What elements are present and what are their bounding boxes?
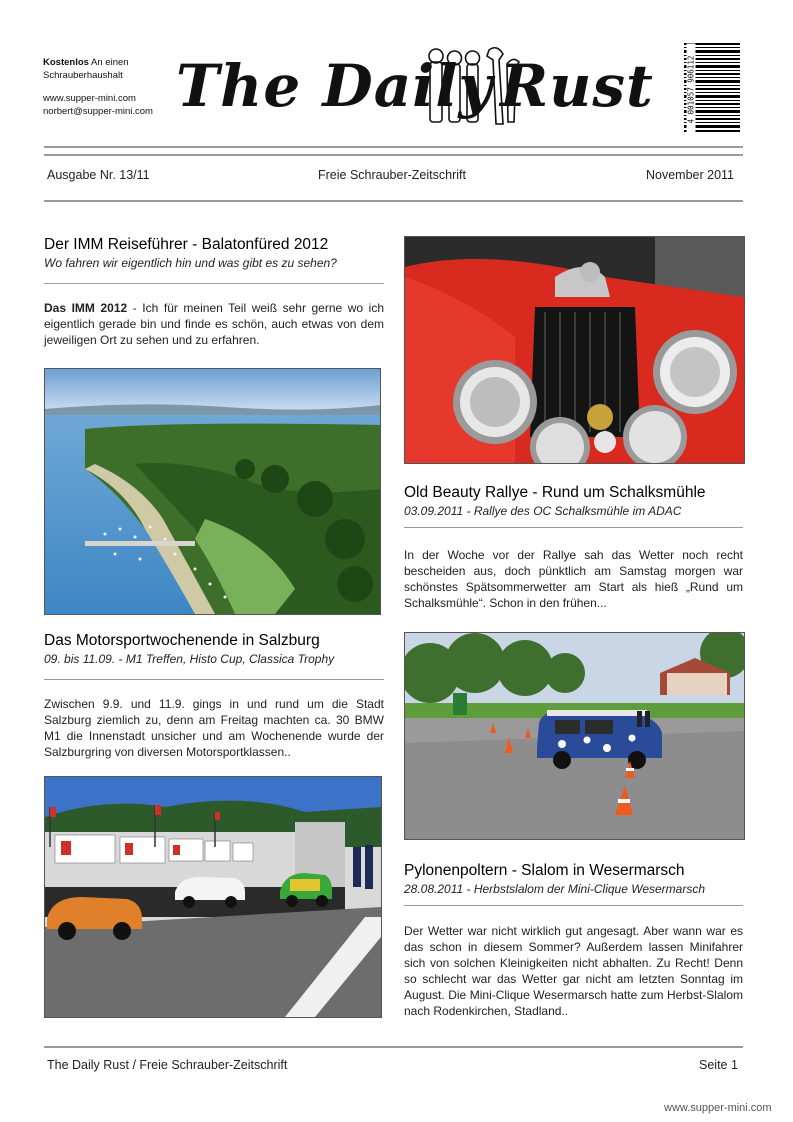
masthead-free-line2: Schrauberhaushalt <box>43 70 123 81</box>
masthead-rule-1 <box>44 146 743 148</box>
article-subline: 09. bis 11.09. - M1 Treffen, Histo Cup, Classica Trophy <box>44 652 335 666</box>
article-headline[interactable]: Der IMM Reiseführer - Balatonfüred 2012 <box>44 236 329 253</box>
article-headline[interactable]: Das Motorsportwochenende in Salzburg <box>44 632 320 649</box>
article-lead: Das IMM 2012 <box>44 301 128 315</box>
article-body: Zwischen 9.9. und 11.9. gings in und rund um die Stadt Salzburg ziemlich zu, denn am Freitag machten ca. 30 BMW M1 die Innenstadt unsicher und am Wochenende wurde der Salzburgring von diversen Motorsportklassen.. <box>44 697 384 759</box>
masthead-free-rest: An einen <box>88 57 129 68</box>
article-headline[interactable]: Old Beauty Rallye - Rund um Schalksmühle <box>404 484 706 501</box>
masthead-free-bold: Kostenlos <box>43 57 89 68</box>
article-rule <box>404 905 743 906</box>
article-headline[interactable]: Pylonenpoltern - Slalom in Wesermarsch <box>404 862 685 879</box>
photo-mini-slalom[interactable] <box>404 632 745 840</box>
article-imm <box>44 236 384 270</box>
page-number: Seite 1 <box>699 1058 738 1072</box>
footer-left: The Daily Rust / Freie Schrauber-Zeitschrift <box>47 1058 288 1072</box>
masthead-website: www.supper-mini.com <box>43 93 136 104</box>
issue-number: Ausgabe Nr. 13/11 <box>47 168 150 182</box>
newspaper-title <box>170 38 654 133</box>
article-rule <box>44 283 384 284</box>
article-salzburg <box>44 632 384 666</box>
article-body-text: - Ich für meinen Teil weiß sehr gerne wo ich eigentlich gerade bin und finde es schön, auch etwas von dem jeweiligen Ort zu sehen und zu erfahren. <box>44 301 385 347</box>
photo-salzburgring-pitlane[interactable] <box>44 776 382 1018</box>
infobar-rule <box>44 200 743 202</box>
masthead-email: norbert@supper-mini.com <box>43 106 153 117</box>
article-body: Der Wetter war nicht wirklich gut angesagt. Aber wann war es das schon in diesem Sommer? Außerdem lassen Minifahrer sich von solchen Kleinigkeiten nicht abhalten. Zu Recht! Denn so schlecht war das Wetter gar nicht am letzten Sonntag im August. Die Mini-Clique Wesermarsch hatte zum Herbst-Slalom nach Rodenkirchen, Stadland.. <box>404 924 743 1018</box>
title-right: Rust <box>500 52 654 120</box>
article-body: In der Woche vor der Rallye sah das Wetter noch recht bescheiden aus, doch pünktlich am Samstag morgen war schönstes Spätsommerwetter am Start als hieß „Rund um Schalksmühle“. Schon in den frühen... <box>404 548 743 610</box>
watermark: www.supper-mini.com <box>664 1102 772 1114</box>
barcode-number: 4 001057 906112 <box>687 44 696 136</box>
article-pylonenpoltern <box>404 862 744 896</box>
barcode <box>682 43 742 135</box>
article-rule <box>44 679 384 680</box>
tagline: Freie Schrauber-Zeitschrift <box>318 168 466 182</box>
issue-date: November 2011 <box>646 168 735 182</box>
masthead-info <box>43 56 153 118</box>
masthead-rule-2 <box>44 154 743 156</box>
photo-balaton-aerial[interactable] <box>44 368 381 615</box>
photo-oldtimer-headlights[interactable] <box>404 236 745 464</box>
title-left: The Daily <box>176 52 494 120</box>
footer-rule <box>44 1046 743 1048</box>
article-subline: 28.08.2011 - Herbstslalom der Mini-Clique Wesermarsch <box>404 882 706 896</box>
article-subline: 03.09.2011 - Rallye des OC Schalksmühle im ADAC <box>404 504 682 518</box>
article-old-beauty <box>404 484 744 518</box>
article-rule <box>404 527 743 528</box>
article-subline: Wo fahren wir eigentlich hin und was gibt es zu sehen? <box>44 256 337 270</box>
article-body <box>44 300 384 348</box>
